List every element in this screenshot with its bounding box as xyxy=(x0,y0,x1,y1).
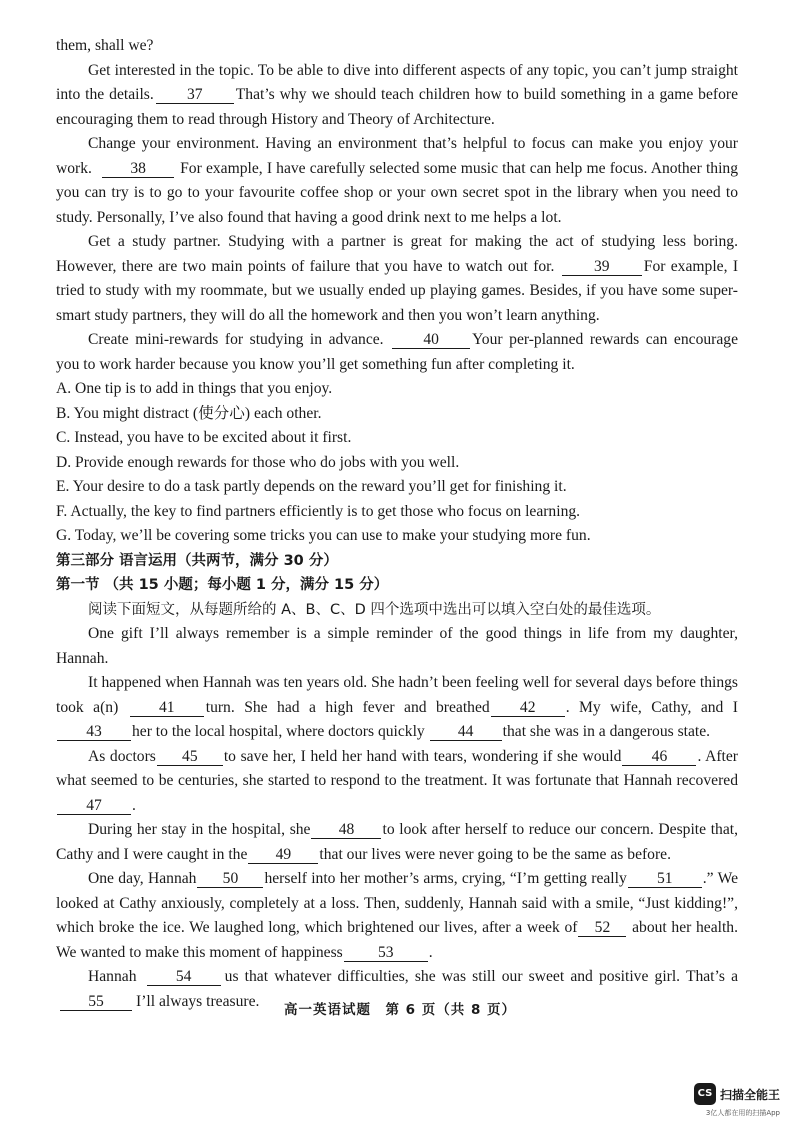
paragraph-text: turn. She had a high fever and breathed xyxy=(205,698,490,716)
blank-38: 38 xyxy=(102,160,174,178)
blank-46: 46 xyxy=(622,748,696,766)
blank-54: 54 xyxy=(147,968,221,986)
blank-52: 52 xyxy=(578,919,626,937)
paragraph-text: .” We looked at Cathy anxiously, completely at a loss. Then, suddenly, Hannah said with a smile, “Just kidding!”, which broke the ice. We laughed long, which brightened our lives, after a week of xyxy=(56,870,739,936)
cloze-paragraph-2 xyxy=(56,671,738,745)
blank-43: 43 xyxy=(57,723,131,741)
paragraph-text: us that whatever difficulties, she was still our sweet and positive girl. That’s a xyxy=(224,968,738,985)
instruction: 阅读下面短文，从每题所给的 A、B、C、D 四个选项中选出可以填入空白处的最佳选项。 xyxy=(88,601,661,618)
section1-heading: 第一节 （共 15 小题；每小题 1 分，满分 15 分） xyxy=(56,577,389,593)
option-d: D. Provide enough rewards for those who do jobs with you well. xyxy=(56,453,460,471)
blank-49: 49 xyxy=(248,846,318,864)
passage-continuation: them, shall we? xyxy=(56,37,154,54)
paragraph-text: Hannah xyxy=(88,968,137,985)
option-g: G. Today, we’ll be covering some tricks you can use to make your studying more fun. xyxy=(56,527,591,544)
watermark-name: 扫描全能王 xyxy=(719,1087,780,1102)
part3-heading: 第三部分 语言运用（共两节，满分 30 分） xyxy=(56,552,338,569)
passage-paragraph-2 xyxy=(56,132,738,230)
paragraph-text: . xyxy=(428,943,433,961)
blank-41: 41 xyxy=(130,699,204,717)
option-f: F. Actually, the key to find partners efficiently is to get those who focus on learning. xyxy=(56,502,581,520)
blank-48: 48 xyxy=(311,821,381,839)
paragraph-text: to look after herself to reduce our concern. Despite that, Cathy and I were caught in the xyxy=(56,821,738,863)
scanner-watermark xyxy=(670,1083,780,1118)
paragraph-text: Get interested in the topic. To be able to dive into different aspects of any topic, you can’t jump straight into the details. xyxy=(56,61,738,103)
paragraph-text: Get a study partner. Studying with a partner is great for making the act of studying less boring. However, there are two main points of failure that you have to watch out for. xyxy=(56,233,738,275)
paragraph-text: I’ll always treasure. xyxy=(136,992,260,1010)
paragraph-text: Change your environment. Having an environment that’s helpful to focus can make you enjoy your work. xyxy=(56,135,738,177)
paragraph-text: that she was in a dangerous state. xyxy=(502,723,711,740)
page-footer: 高一英语试题 第 6 页（共 8 页） xyxy=(283,1002,517,1018)
paragraph-text: . xyxy=(132,796,136,814)
blank-51: 51 xyxy=(628,870,702,888)
paragraph-text: about her health. We wanted to make this moment of happiness xyxy=(56,919,738,961)
blank-50: 50 xyxy=(197,870,263,888)
paragraph-text: As doctors xyxy=(88,747,156,765)
blank-39: 39 xyxy=(562,258,642,276)
paragraph-text: . After what seemed to be centuries, she started to respond to the treatment. It was fortunate that Hannah recovered xyxy=(56,747,738,789)
paragraph-text: Your per-planned rewards can encourage you to work harder because you know you’ll get something fun after completing it. xyxy=(56,331,738,373)
option-c: C. Instead, you have to be excited about it first. xyxy=(56,429,352,446)
paragraph-text: For example, I have carefully selected some music that can help me focus. Another thing you can try is to go to your favourite coffee shop or your own secret spot in the library when you need to study. Personally, I’ve also found that having a good drink next to me helps a lot. xyxy=(56,159,739,226)
blank-55: 55 xyxy=(60,993,132,1011)
blank-37: 37 xyxy=(156,86,234,104)
paragraph-text: For example, I tried to study with my roommate, but we usually ended up playing games. Besides, if you have some super-smart study partners, they will do all the homework and then you won’t learn anything. xyxy=(56,257,739,324)
blank-53: 53 xyxy=(344,944,428,962)
blank-47: 47 xyxy=(57,797,131,815)
option-b: B. You might distract (使分心) each other. xyxy=(56,404,322,422)
paragraph-text: her to the local hospital, where doctors quickly xyxy=(132,723,425,740)
blank-44: 44 xyxy=(430,723,502,741)
cloze-paragraph-3 xyxy=(56,745,738,819)
paragraph-text: to save her, I held her hand with tears, wondering if she would xyxy=(223,747,622,765)
blank-42: 42 xyxy=(491,699,565,717)
option-e: E. Your desire to do a task partly depends on the reward you’ll get for finishing it. xyxy=(56,478,567,495)
passage-paragraph-3 xyxy=(56,230,738,328)
paragraph-text: That’s why we should teach children how to build something in a game before encouraging them to read through History and Theory of Architecture. xyxy=(56,86,738,128)
camscanner-logo-icon: CS xyxy=(694,1083,716,1105)
option-a: A. One tip is to add in things that you enjoy. xyxy=(56,380,333,397)
paragraph-text: One day, Hannah xyxy=(88,870,197,887)
blank-40: 40 xyxy=(392,331,470,349)
paragraph-text: During her stay in the hospital, she xyxy=(88,821,311,838)
passage-paragraph-1 xyxy=(56,59,738,133)
paragraph-text: It happened when Hannah was ten years old. She hadn’t been feeling well for several days before things took a(n) xyxy=(56,674,738,716)
page-content xyxy=(56,34,738,1014)
paragraph-text: that our lives were never going to be the same as before. xyxy=(319,845,671,863)
cloze-paragraph-4 xyxy=(56,818,738,867)
watermark-subtitle: 3亿人都在用的扫描App xyxy=(705,1109,780,1117)
passage-paragraph-4 xyxy=(56,328,738,377)
paragraph-text: Create mini-rewards for studying in advance. xyxy=(88,331,384,348)
cloze-paragraph-1: One gift I’ll always remember is a simple reminder of the good things in life from my daughter, Hannah. xyxy=(56,625,738,667)
paragraph-text: . My wife, Cathy, and I xyxy=(565,698,738,716)
paragraph-text: herself into her mother’s arms, crying, “I’m getting really xyxy=(264,870,627,887)
blank-45: 45 xyxy=(157,748,223,766)
cloze-paragraph-5 xyxy=(56,867,738,965)
